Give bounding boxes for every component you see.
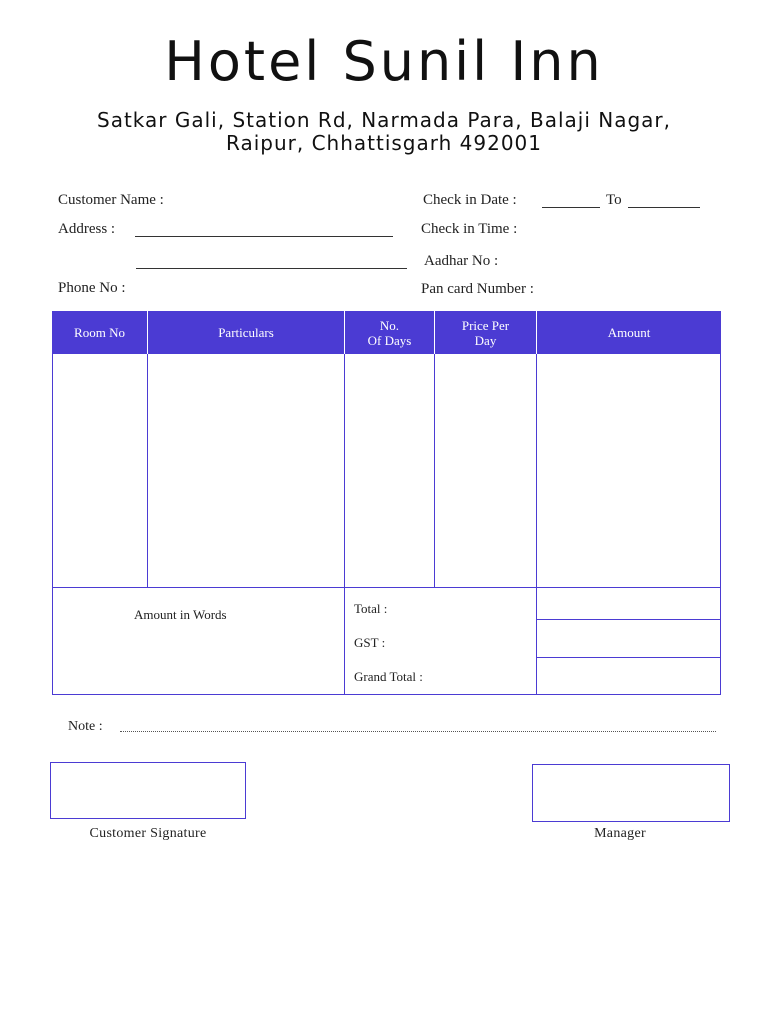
hotel-address-line2: Raipur, Chhattisgarh 492001 xyxy=(225,131,542,155)
column-header-price-per-day-line1: Price Per xyxy=(461,317,510,333)
customer-signature-box[interactable] xyxy=(50,762,246,819)
room-no-entry-area[interactable] xyxy=(53,354,147,587)
manager-signature-label: Manager xyxy=(594,826,646,841)
address-line-2[interactable] xyxy=(136,268,407,269)
column-header-price-per-day-line2: Day xyxy=(474,332,497,348)
aadhar-label: Aadhar No : xyxy=(424,253,499,269)
column-header-particulars: Particulars xyxy=(148,311,344,354)
column-header-price-per-day xyxy=(435,311,536,354)
days-entry-area[interactable] xyxy=(345,354,434,587)
customer-signature-label: Customer Signature xyxy=(89,826,207,841)
hotel-name: Hotel Sunil Inn xyxy=(164,30,604,93)
check-in-time-label: Check in Time : xyxy=(421,221,518,237)
check-in-date-line[interactable] xyxy=(542,207,600,208)
table-border-bottom xyxy=(52,694,721,695)
phone-label: Phone No : xyxy=(58,280,126,296)
column-header-room-no: Room No xyxy=(52,311,147,354)
price-entry-area[interactable] xyxy=(435,354,536,587)
gst-value-field[interactable] xyxy=(537,620,720,657)
amount-in-words-field[interactable] xyxy=(53,588,344,694)
customer-name-label: Customer Name : xyxy=(58,192,164,208)
amount-in-words-label: Amount in Words xyxy=(134,607,227,622)
column-header-no-of-days-line1: No. xyxy=(379,317,400,333)
note-line[interactable] xyxy=(120,731,716,732)
pan-label: Pan card Number : xyxy=(421,281,534,297)
total-value-field[interactable] xyxy=(537,588,720,619)
gst-label: GST : xyxy=(354,635,386,650)
check-in-to-label: To xyxy=(606,192,622,208)
column-header-amount: Amount xyxy=(537,311,721,354)
table-border-right xyxy=(720,311,721,695)
column-header-no-of-days-line2: Of Days xyxy=(367,332,412,348)
column-header-no-of-days xyxy=(345,311,434,354)
check-in-date-label: Check in Date : xyxy=(423,192,517,208)
grand-total-label: Grand Total : xyxy=(354,669,423,684)
amount-entry-area[interactable] xyxy=(537,354,720,587)
address-line-1[interactable] xyxy=(135,236,393,237)
note-label: Note : xyxy=(68,719,103,734)
bill-table xyxy=(52,311,721,695)
particulars-entry-area[interactable] xyxy=(148,354,344,587)
address-label: Address : xyxy=(58,221,116,237)
total-label: Total : xyxy=(354,601,388,616)
hotel-address-line1: Satkar Gali, Station Rd, Narmada Para, Balaji Nagar, xyxy=(97,108,671,132)
check-out-date-line[interactable] xyxy=(628,207,700,208)
manager-signature-box[interactable] xyxy=(532,764,730,822)
grand-total-value-field[interactable] xyxy=(537,658,720,694)
